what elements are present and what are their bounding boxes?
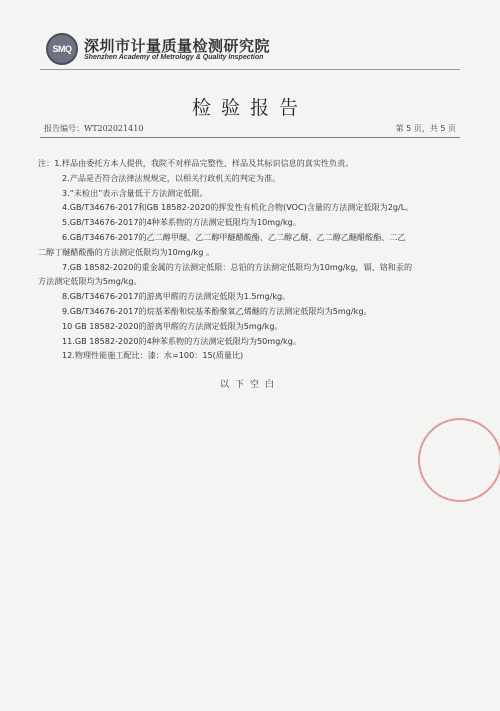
report-number-label: 报告编号： bbox=[44, 124, 84, 133]
logo-text: SMQ bbox=[52, 44, 72, 54]
side-edge-mark bbox=[2, 660, 10, 700]
report-number bbox=[44, 123, 143, 134]
note-4: 4.GB/T34676-2017和GB 18582-2020的挥发性有机化合物(VOC)含量的方法测定低限为2g/L。 bbox=[62, 202, 414, 213]
notes-section bbox=[38, 157, 462, 364]
note-3: 3.“未检出”表示含量低于方法测定低限。 bbox=[62, 187, 208, 198]
org-name-cn: 深圳市计量质量检测研究院 bbox=[84, 37, 271, 55]
org-name-en: Shenzhen Academy of Metrology & Quality Inspection bbox=[84, 54, 264, 61]
note-12: 12.物理性能施工配比：漆：水=100：15(质量比) bbox=[62, 350, 244, 361]
page-indicator: 第 5 页，共 5 页 bbox=[395, 124, 456, 133]
report-title: 检验报告 bbox=[191, 97, 308, 119]
note-1: 注：1.样品由委托方本人提供，我院不对样品完整性、样品及其标识信息的真实性负责。 bbox=[38, 158, 354, 168]
note-7-cont: 方法测定低限均为5mg/kg。 bbox=[38, 276, 142, 287]
note-9: 9.GB/T34676-2017的烷基苯酚和烷基苯酚聚氧乙烯醚的方法测定低限均为5mg/kg。 bbox=[62, 305, 372, 316]
note-6-cont: 二醇丁醚醋酸酯的方法测定低限均为10mg/kg 。 bbox=[38, 246, 215, 257]
body-divider bbox=[40, 137, 460, 138]
note-2: 2.产品是否符合法律法规规定，以相关行政机关的判定为准。 bbox=[62, 172, 281, 183]
report-number-value: WT202021410 bbox=[84, 124, 144, 133]
note-6: 6.GB/T34676-2017的乙二醇甲醚、乙二醇甲醚醋酸酯、乙二醇乙醚、乙二醇乙醚醋酸酯、二乙 bbox=[62, 231, 406, 242]
note-11: 11.GB 18582-2020的4种苯系物的方法测定低限均为50mg/kg。 bbox=[62, 335, 301, 346]
institute-logo bbox=[46, 33, 78, 65]
end-of-report-mark: 以下空白 bbox=[219, 380, 280, 390]
header-divider bbox=[40, 69, 460, 70]
note-8: 8.GB/T34676-2017的游离甲醛的方法测定低限为1.5mg/kg。 bbox=[62, 291, 291, 302]
note-7: 7.GB 18582-2020的重金属的方法测定低限：总铅的方法测定低限均为10mg/kg，镉、铬和汞的 bbox=[62, 261, 413, 272]
official-seal-stamp bbox=[403, 403, 500, 518]
note-10: 10 GB 18582-2020的游离甲醛的方法测定低限为5mg/kg。 bbox=[62, 320, 283, 331]
note-5: 5.GB/T34676-2017的4种苯系物的方法测定低限均为10mg/kg。 bbox=[62, 217, 301, 228]
